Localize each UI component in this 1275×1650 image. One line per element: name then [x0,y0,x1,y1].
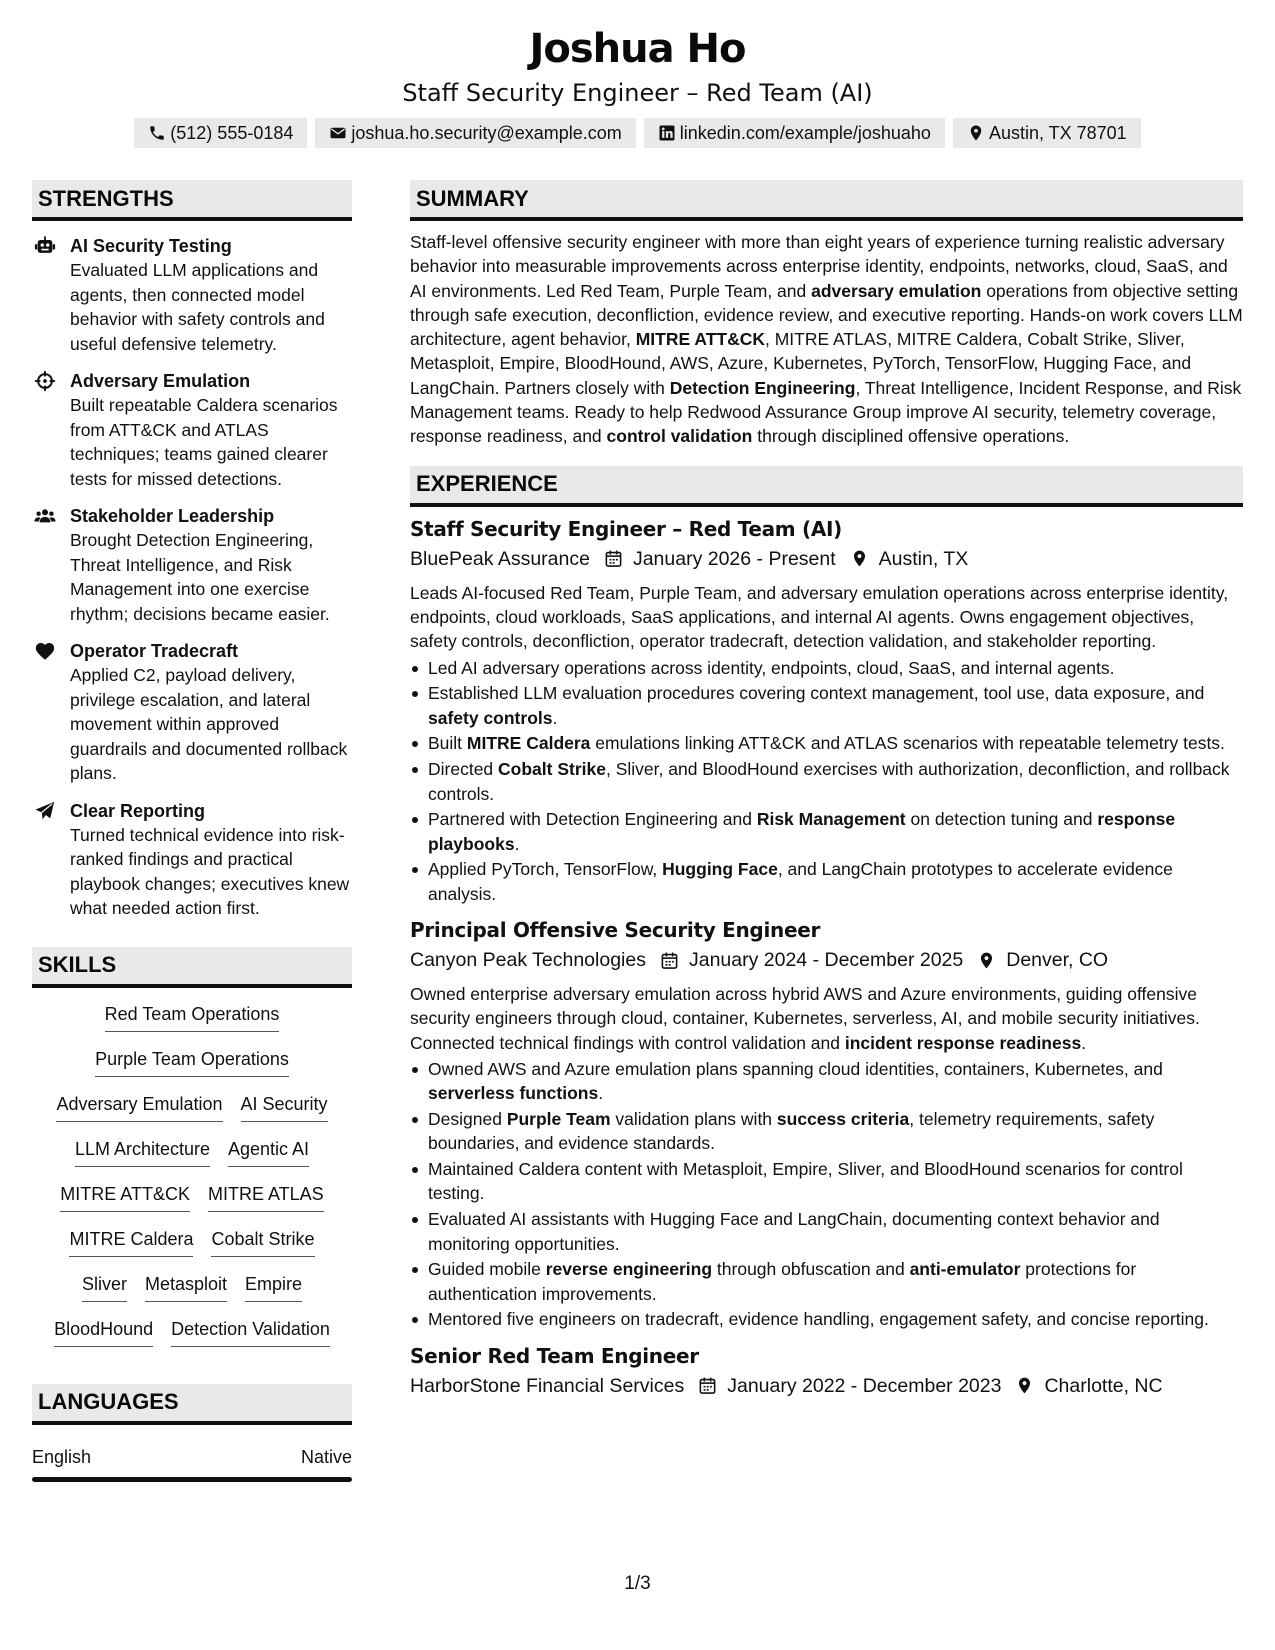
emphasis-text: Cobalt Strike [498,759,606,780]
company-name: HarborStone Financial Services [410,1374,685,1397]
strength-title: Clear Reporting [70,800,206,821]
job-dates: January 2024 - December 2025 [688,949,964,972]
map-pin-icon [977,951,1006,970]
job-dates: January 2026 - Present [632,547,836,570]
emphasis-text: MITRE Caldera [466,733,591,754]
resume-header [0,22,1275,148]
skill-row [32,1137,352,1182]
bullet-item: Guided mobile reverse engineering through obfuscation and anti-emulator protections for authentication improvements. [410,1257,1243,1306]
page-number: 1/3 [624,1573,651,1594]
skill-tag: Empire [245,1272,302,1302]
summary-text: Staff-level offensive security engineer with more than eight years of experience turning realistic adversary behavior into measurable improvements across enterprise identity, endpoints, networks, cloud, SaaS, and AI environments. Led Red Team, Purple Team, and adversary emulation operations from objective setting through safe execution, deconfliction, evidence review, and executive reporting. Hands-on work covers LLM architecture, agent behavior, MITRE ATT&CK, MITRE ATLAS, MITRE Caldera, Cobalt Strike, Sliver, Metasploit, Empire, BloodHound, AWS, Azure, Kubernetes, PyTorch, TensorFlow, Hugging Face, and LangChain. Partners closely with Detection Engineering, Threat Intelligence, Incident Response, and Risk Management teams. Ready to help Redwood Assurance Group improve AI security, telemetry coverage, response readiness, and control validation through disciplined offensive operations. [410,232,1243,447]
strengths-heading: STRENGTHS [32,180,352,221]
skill-row [32,1002,352,1047]
emphasis-text: serverless functions [428,1083,599,1104]
experience-heading: EXPERIENCE [410,466,1243,507]
strength-desc: Turned technical evidence into risk-ranked findings and practical playbook changes; executives knew what needed action first. [70,824,350,918]
skills-heading: SKILLS [32,947,352,988]
strength-title: AI Security Testing [70,236,232,256]
bullet-item: Mentored five engineers on tradecraft, evidence handling, engagement safety, and concise reporting. [410,1307,1243,1331]
job-entry [410,916,1243,1332]
emphasis-text: Purple Team [506,1109,611,1130]
phone-text: (512) 555-0184 [170,122,294,143]
skill-tag: Purple Team Operations [95,1047,289,1077]
emphasis-text: safety controls [428,707,553,728]
strength-item [32,504,352,626]
skill-tag: Metasploit [145,1272,227,1302]
bullet-item: Designed Purple Team validation plans with success criteria, telemetry requirements, safety boundaries, and evidence standards. [410,1107,1243,1156]
job-title: Senior Red Team Engineer [410,1343,699,1368]
bullet-item: Established LLM evaluation procedures covering context management, tool use, data exposure, and safety controls. [410,681,1243,730]
bullet-item: Applied PyTorch, TensorFlow, Hugging Face, and LangChain prototypes to accelerate evidence analysis. [410,857,1243,906]
skill-tag: Sliver [82,1272,127,1302]
contact-bar [0,118,1275,148]
candidate-name: Joshua Ho [529,26,746,72]
calendar-icon [604,549,633,568]
job-location: Austin, TX [878,547,969,570]
candidate-title: Staff Security Engineer – Red Team (AI) [402,79,873,107]
job-title: Principal Offensive Security Engineer [410,918,821,943]
skill-tag: LLM Architecture [75,1137,210,1167]
strength-desc: Brought Detection Engineering, Threat Intelligence, and Risk Management into one exercise rhythm; decisions became easier. [70,530,330,624]
emphasis-text: success criteria [776,1109,910,1130]
strength-desc: Built repeatable Caldera scenarios from ATT&CK and ATLAS techniques; teams gained clearer tests for missed detections. [70,395,338,489]
language-level: Native [300,1446,352,1467]
emphasis-text: reverse engineering [545,1259,713,1280]
linkedin-text: linkedin.com/example/joshuaho [679,122,931,143]
right-column [410,180,1243,1400]
job-description: Leads AI-focused Red Team, Purple Team, and adversary emulation operations across enterprise identity, endpoints, cloud workloads, SaaS applications, and internal AI agents. Owns engagement objectives, safety controls, deconfliction, operator tradecraft, detection validation, and stakeholder reporting. [410,582,1229,652]
bullet-item: Partnered with Detection Engineering and Risk Management on detection tuning and response playbooks. [410,807,1243,856]
calendar-icon [698,1376,727,1395]
users-icon [34,505,56,527]
skill-row [32,1047,352,1092]
skill-row [32,1092,352,1137]
emphasis-text: MITRE ATT&CK [635,329,765,350]
location-text: Austin, TX 78701 [988,122,1127,143]
job-bullets [410,1057,1243,1332]
emphasis-text: anti-emulator [909,1259,1021,1280]
job-title: Staff Security Engineer – Red Team (AI) [410,516,842,541]
skill-row [32,1317,352,1362]
job-bullets [410,656,1243,906]
contact-phone[interactable] [134,118,307,148]
skill-row [32,1227,352,1272]
skill-tag: AI Security [241,1092,328,1122]
language-item [32,1445,352,1469]
robot-icon [34,235,56,257]
bullet-item: Directed Cobalt Strike, Sliver, and BloodHound exercises with authorization, deconfliction, and rollback controls. [410,757,1243,806]
strength-title: Operator Tradecraft [70,641,239,661]
skill-tag: MITRE ATLAS [208,1182,324,1212]
strength-item [32,799,352,921]
emphasis-text: adversary emulation [811,280,982,301]
contact-location[interactable] [953,118,1141,148]
calendar-icon [660,951,689,970]
emphasis-text: response playbooks [428,809,1176,854]
job-entry [410,515,1243,906]
strength-item [32,234,352,356]
bullet-item: Owned AWS and Azure emulation plans spanning cloud identities, containers, Kubernetes, and serverless functions. [410,1057,1243,1106]
skill-tag: Detection Validation [171,1317,330,1347]
skill-tag: BloodHound [54,1317,153,1347]
email-text: joshua.ho.security@example.com [351,122,622,143]
languages-heading: LANGUAGES [32,1384,352,1425]
contact-linkedin[interactable] [644,118,945,148]
skill-row [32,1182,352,1227]
bullet-item: Led AI adversary operations across identity, endpoints, cloud, SaaS, and internal agents. [410,656,1243,680]
emphasis-text: Hugging Face [662,859,778,880]
skill-tag: Adversary Emulation [56,1092,222,1122]
strength-desc: Applied C2, payload delivery, privilege escalation, and lateral movement within approved guardrails and documented rollback plans. [70,665,348,783]
company-name: Canyon Peak Technologies [410,949,646,972]
job-description: Owned enterprise adversary emulation across hybrid AWS and Azure environments, guiding offensive security engineers through cloud, container, Kubernetes, serverless, AI, and mobile security initiatives. Connected technical findings with control validation and incident response readiness. [410,984,1200,1053]
job-location: Charlotte, NC [1044,1374,1163,1397]
strength-item [32,639,352,786]
summary-heading: SUMMARY [410,180,1243,221]
bullet-item: Evaluated AI assistants with Hugging Face and LangChain, documenting context behavior and monitoring opportunities. [410,1207,1243,1256]
skills-list [32,1002,352,1362]
bullet-item: Built MITRE Caldera emulations linking ATT&CK and ATLAS scenarios with repeatable telemetry tests. [410,731,1243,755]
emphasis-text: Risk Management [756,809,906,830]
skill-tag: Cobalt Strike [211,1227,314,1257]
left-column [32,180,352,1482]
map-pin-icon [850,549,879,568]
skill-tag: Red Team Operations [105,1002,280,1032]
language-level-bar [32,1477,352,1482]
strength-item [32,369,352,491]
skill-tag: MITRE ATT&CK [60,1182,190,1212]
linkedin-icon [658,124,676,142]
language-name: English [32,1446,92,1467]
phone-icon [148,124,166,142]
job-location: Denver, CO [1006,949,1109,972]
emphasis-text: Detection Engineering [669,377,856,398]
strength-desc: Evaluated LLM applications and agents, then connected model behavior with safety controls and useful defensive telemetry. [70,260,325,354]
skill-row [32,1272,352,1317]
job-meta [410,946,1243,974]
job-dates: January 2022 - December 2023 [727,1374,1002,1397]
heart-icon [34,640,56,662]
job-entry [410,1342,1243,1400]
crosshair-icon [34,370,56,392]
company-name: BluePeak Assurance [410,547,590,570]
job-meta [410,1372,1243,1400]
strength-title: Stakeholder Leadership [70,506,275,526]
strength-title: Adversary Emulation [70,371,251,391]
emphasis-text: incident response readiness [844,1032,1082,1053]
job-meta [410,545,1243,573]
skill-tag: MITRE Caldera [69,1227,193,1257]
envelope-icon [329,124,347,142]
map-pin-icon [967,124,985,142]
skill-tag: Agentic AI [228,1137,309,1167]
paper-plane-icon [34,800,56,822]
emphasis-text: control validation [606,426,753,447]
map-pin-icon [1015,1376,1044,1395]
contact-email[interactable] [315,118,635,148]
bullet-item: Maintained Caldera content with Metasploit, Empire, Sliver, and BloodHound scenarios for control testing. [410,1157,1243,1206]
